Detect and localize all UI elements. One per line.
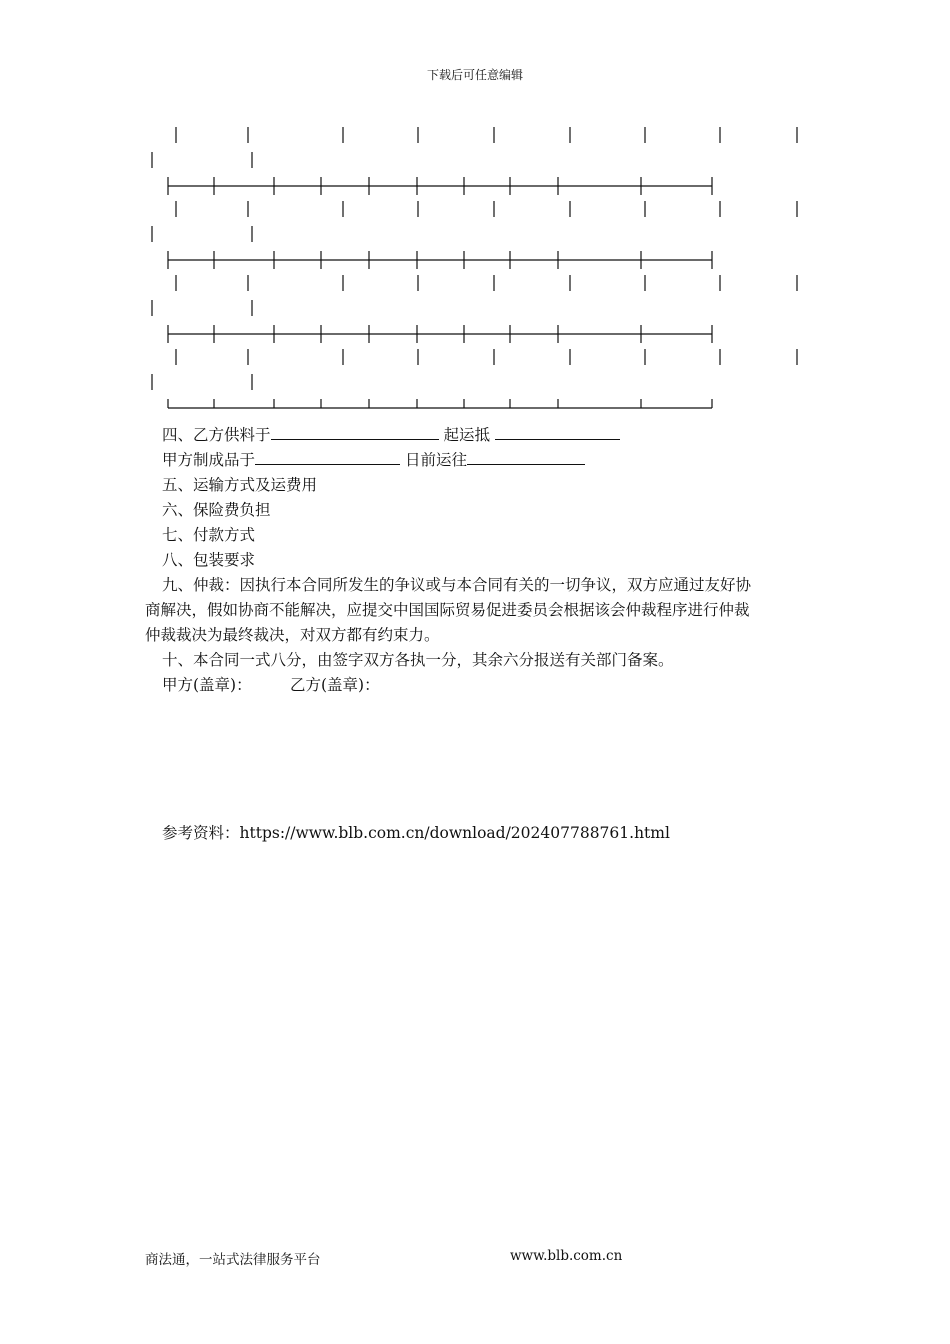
fill-blank-product-date[interactable]	[255, 449, 400, 465]
clause-10: 十、本合同一式八分，由签字双方各执一分，其余六分报送有关部门备案。	[162, 651, 674, 669]
clause-6: 六、保险费负担	[162, 501, 271, 519]
footer-left: 商法通，一站式法律服务平台	[145, 1252, 321, 1268]
clause-8: 八、包装要求	[162, 551, 256, 569]
reference-link[interactable]: 参考资料：https://www.blb.com.cn/download/202407788761.html	[162, 824, 670, 842]
footer-right[interactable]: www.blb.com.cn	[510, 1248, 623, 1264]
fill-blank-destination[interactable]	[495, 424, 620, 440]
clause-4-line-1	[162, 423, 620, 448]
party-b-seal: 乙方(盖章)：	[290, 676, 380, 694]
clause-7: 七、付款方式	[162, 526, 256, 544]
clause-9-line-2: 商解决，假如协商不能解决，应提交中国国际贸易促进委员会根据该会仲裁程序进行仲裁	[145, 601, 750, 619]
header-note: 下载后可任意编辑	[426, 68, 523, 82]
clause-4b-prefix: 甲方制成品于	[162, 451, 256, 469]
fill-blank-supply-date[interactable]	[271, 424, 439, 440]
clause-4b-mid: 日前运往	[404, 451, 467, 469]
party-a-seal: 甲方(盖章)：	[162, 676, 252, 694]
clause-4-mid: 起运抵	[443, 426, 490, 444]
fill-blank-ship-to[interactable]	[467, 449, 585, 465]
clause-9-line-3: 仲裁裁决为最终裁决，对双方都有约束力。	[145, 626, 440, 644]
clause-4-prefix: 四、乙方供料于	[162, 426, 271, 444]
clause-5: 五、运输方式及运费用	[162, 476, 318, 494]
blank-form-table	[0, 0, 950, 420]
clause-4-line-2	[162, 448, 585, 473]
clause-9-line-1: 九、仲裁：因执行本合同所发生的争议或与本合同有关的一切争议，双方应通过友好协	[162, 576, 752, 594]
